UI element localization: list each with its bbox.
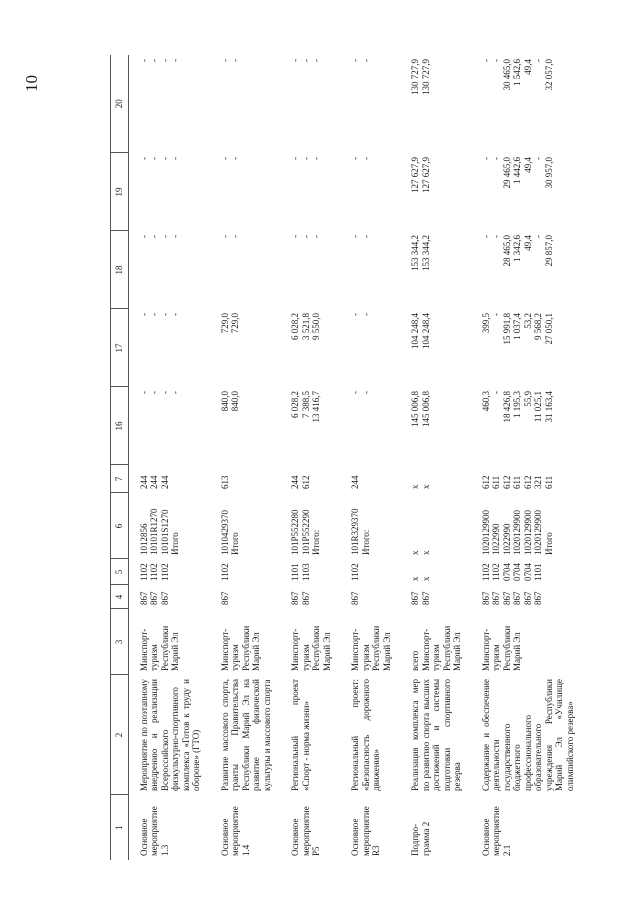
row-grbs: 867 867 bbox=[290, 591, 311, 605]
header-cell: 20 bbox=[111, 55, 129, 153]
row-col16: 6 028,2 7 388,5 13 416,7 bbox=[290, 391, 321, 423]
budget-table bbox=[110, 55, 583, 860]
row-col18: - - bbox=[219, 235, 240, 238]
row-col19: - - - - bbox=[138, 157, 180, 160]
row-col16: - - bbox=[350, 391, 371, 394]
header-cell: 19 bbox=[111, 153, 129, 231]
table-row bbox=[210, 55, 281, 860]
row-vr: 612 611 612 611 612 321 611 bbox=[480, 475, 554, 489]
row-code: Подпро- грамма 2 bbox=[410, 821, 431, 856]
header-cell: 16 bbox=[111, 387, 129, 465]
row-csr: 1010429370 Итого bbox=[219, 510, 240, 555]
row-code: Основное мероприятие 1.3 bbox=[138, 806, 170, 856]
row-executor: Минспорт- туризм Республики Марий Эл bbox=[138, 625, 180, 671]
row-vr: 244 244 244 bbox=[138, 475, 170, 489]
row-col17: - - bbox=[350, 313, 371, 316]
row-name: Содержание и обеспечение деятельности государственного бюджетного профессионального образовательного учреждения Республики Марий Эл «Училище олимпийского резерва» bbox=[480, 679, 575, 791]
row-name: Региональный проект «Спорт - норма жизни» bbox=[290, 679, 311, 791]
row-col18: - - - - bbox=[138, 235, 180, 238]
row-col19: - - - bbox=[290, 157, 321, 160]
header-cell: 3 bbox=[111, 609, 129, 675]
row-name: Развитие массового спорта, гранты Правительства Республики Марий Эл на развитие физической культуры и массового спорта bbox=[219, 679, 272, 791]
row-col20: - - - - bbox=[138, 59, 180, 62]
row-code: Основное мероприятие R3 bbox=[350, 806, 381, 856]
row-col17: 729,0 729,0 bbox=[219, 313, 240, 334]
row-col16: 840,0 840,0 bbox=[219, 391, 240, 412]
row-csr: х х bbox=[410, 550, 431, 555]
row-executor: Минспорт- туризм Республики Марий Эл bbox=[219, 625, 261, 671]
table-row bbox=[340, 55, 400, 860]
row-name: Региональный проект: «Безопасность дорожного движения» bbox=[350, 679, 381, 791]
table-row bbox=[280, 55, 340, 860]
row-col17: - - - - bbox=[138, 313, 180, 316]
row-col18: - - - bbox=[290, 235, 321, 238]
header-cell: 2 bbox=[111, 675, 129, 795]
row-rzpr: 1102 bbox=[350, 563, 360, 581]
row-name: Реализация комплекса мер по развитию спорта высших достижений и системы подготовки спортивного резерва bbox=[410, 679, 462, 791]
row-col20: - - bbox=[350, 59, 371, 62]
row-col16: 145 006,8 145 006,8 bbox=[410, 391, 431, 427]
row-name: Мероприятие по поэтапному внедрению и реализации Всероссийского физкультурно-спортивного комплекса «Готов к труду и обороне» (ГТО) bbox=[138, 679, 201, 791]
row-executor: всего Минспорт- туризм Республики Марий Эл bbox=[410, 625, 462, 671]
row-grbs: 867 867 bbox=[410, 591, 431, 605]
row-col18: - - bbox=[350, 235, 371, 238]
header-cell: 1 bbox=[111, 795, 129, 860]
row-col17: 6 028,2 3 521,8 9 550,0 bbox=[290, 313, 321, 340]
table-row bbox=[128, 55, 210, 860]
row-code: Основное мероприятие Р5 bbox=[290, 806, 321, 856]
row-rzpr: 1101 1103 bbox=[290, 563, 311, 581]
row-col19: - - bbox=[219, 157, 240, 160]
row-col17: 399,5 - 15 991,8 1 037,4 53,2 9 568,2 27 050,1 bbox=[480, 313, 554, 345]
row-grbs: 867 867 867 867 867 867 bbox=[480, 591, 543, 605]
row-rzpr: 1102 bbox=[219, 563, 230, 581]
row-col19: 127 627,9 127 627,9 bbox=[410, 157, 431, 193]
header-cell: 7 bbox=[111, 465, 129, 493]
table-row bbox=[471, 55, 584, 860]
row-vr: 244 612 bbox=[290, 475, 311, 489]
row-grbs: 867 bbox=[350, 591, 360, 605]
row-vr: 244 bbox=[350, 475, 360, 489]
page-number: 10 bbox=[22, 75, 41, 92]
row-col16: 460,3 - 18 426,8 1 195,3 55,9 11 025,1 31 163,4 bbox=[480, 391, 554, 423]
row-rzpr: 1102 1102 0704 0704 0704 1101 bbox=[480, 563, 543, 581]
header-cell: 4 bbox=[111, 585, 129, 609]
table-row bbox=[400, 55, 471, 860]
header-cell: 18 bbox=[111, 231, 129, 309]
row-executor: Минспорт- туризм Республики Марий Эл bbox=[350, 625, 392, 671]
row-rzpr: х х bbox=[410, 576, 431, 581]
row-vr: 613 bbox=[219, 475, 230, 489]
row-col18: 153 344,2 153 344,2 bbox=[410, 235, 431, 271]
row-col20: - - bbox=[219, 59, 240, 62]
row-csr: 1012856 10101R1270 10101S1270 Итого bbox=[138, 508, 180, 555]
row-grbs: 867 bbox=[219, 591, 230, 605]
row-col20: - - - bbox=[290, 59, 321, 62]
row-col20: - - 30 465,0 1 542,6 49,4 - 32 057,0 bbox=[480, 59, 554, 91]
row-col16: - - - - bbox=[138, 391, 180, 394]
header-cell: 5 bbox=[111, 559, 129, 585]
row-col19: - - 29 465,0 1 442,6 49,4 - 30 957,0 bbox=[480, 157, 554, 189]
row-executor: Минспорт- туризм Республики Марий Эл bbox=[480, 625, 522, 671]
row-csr: 101P552280 101P552290 Итого: bbox=[290, 509, 321, 555]
row-executor: Минспорт- туризм Республики Марий Эл bbox=[290, 625, 332, 671]
header-row bbox=[111, 55, 129, 860]
row-code: Основное мероприятие 2.1 bbox=[480, 806, 512, 856]
row-csr: 101R329370 Итого: bbox=[350, 508, 371, 555]
row-csr: 1020129900 1022990 1022990 1020129900 1020129900 1020129900 Итого bbox=[480, 510, 554, 555]
header-cell: 17 bbox=[111, 309, 129, 387]
row-code: Основное мероприятие 1.4 bbox=[219, 806, 251, 856]
row-vr: х х bbox=[410, 484, 431, 489]
row-grbs: 867 867 867 bbox=[138, 591, 170, 605]
row-col19: - - bbox=[350, 157, 371, 160]
row-col17: 104 248,4 104 248,4 bbox=[410, 313, 431, 349]
row-col20: 130 727,9 130 727,9 bbox=[410, 59, 431, 95]
row-rzpr: 1102 1102 1102 bbox=[138, 563, 170, 581]
header-cell: 6 bbox=[111, 493, 129, 559]
row-col18: - - 28 465,0 1 342,6 49,4 - 29 857,0 bbox=[480, 235, 554, 267]
